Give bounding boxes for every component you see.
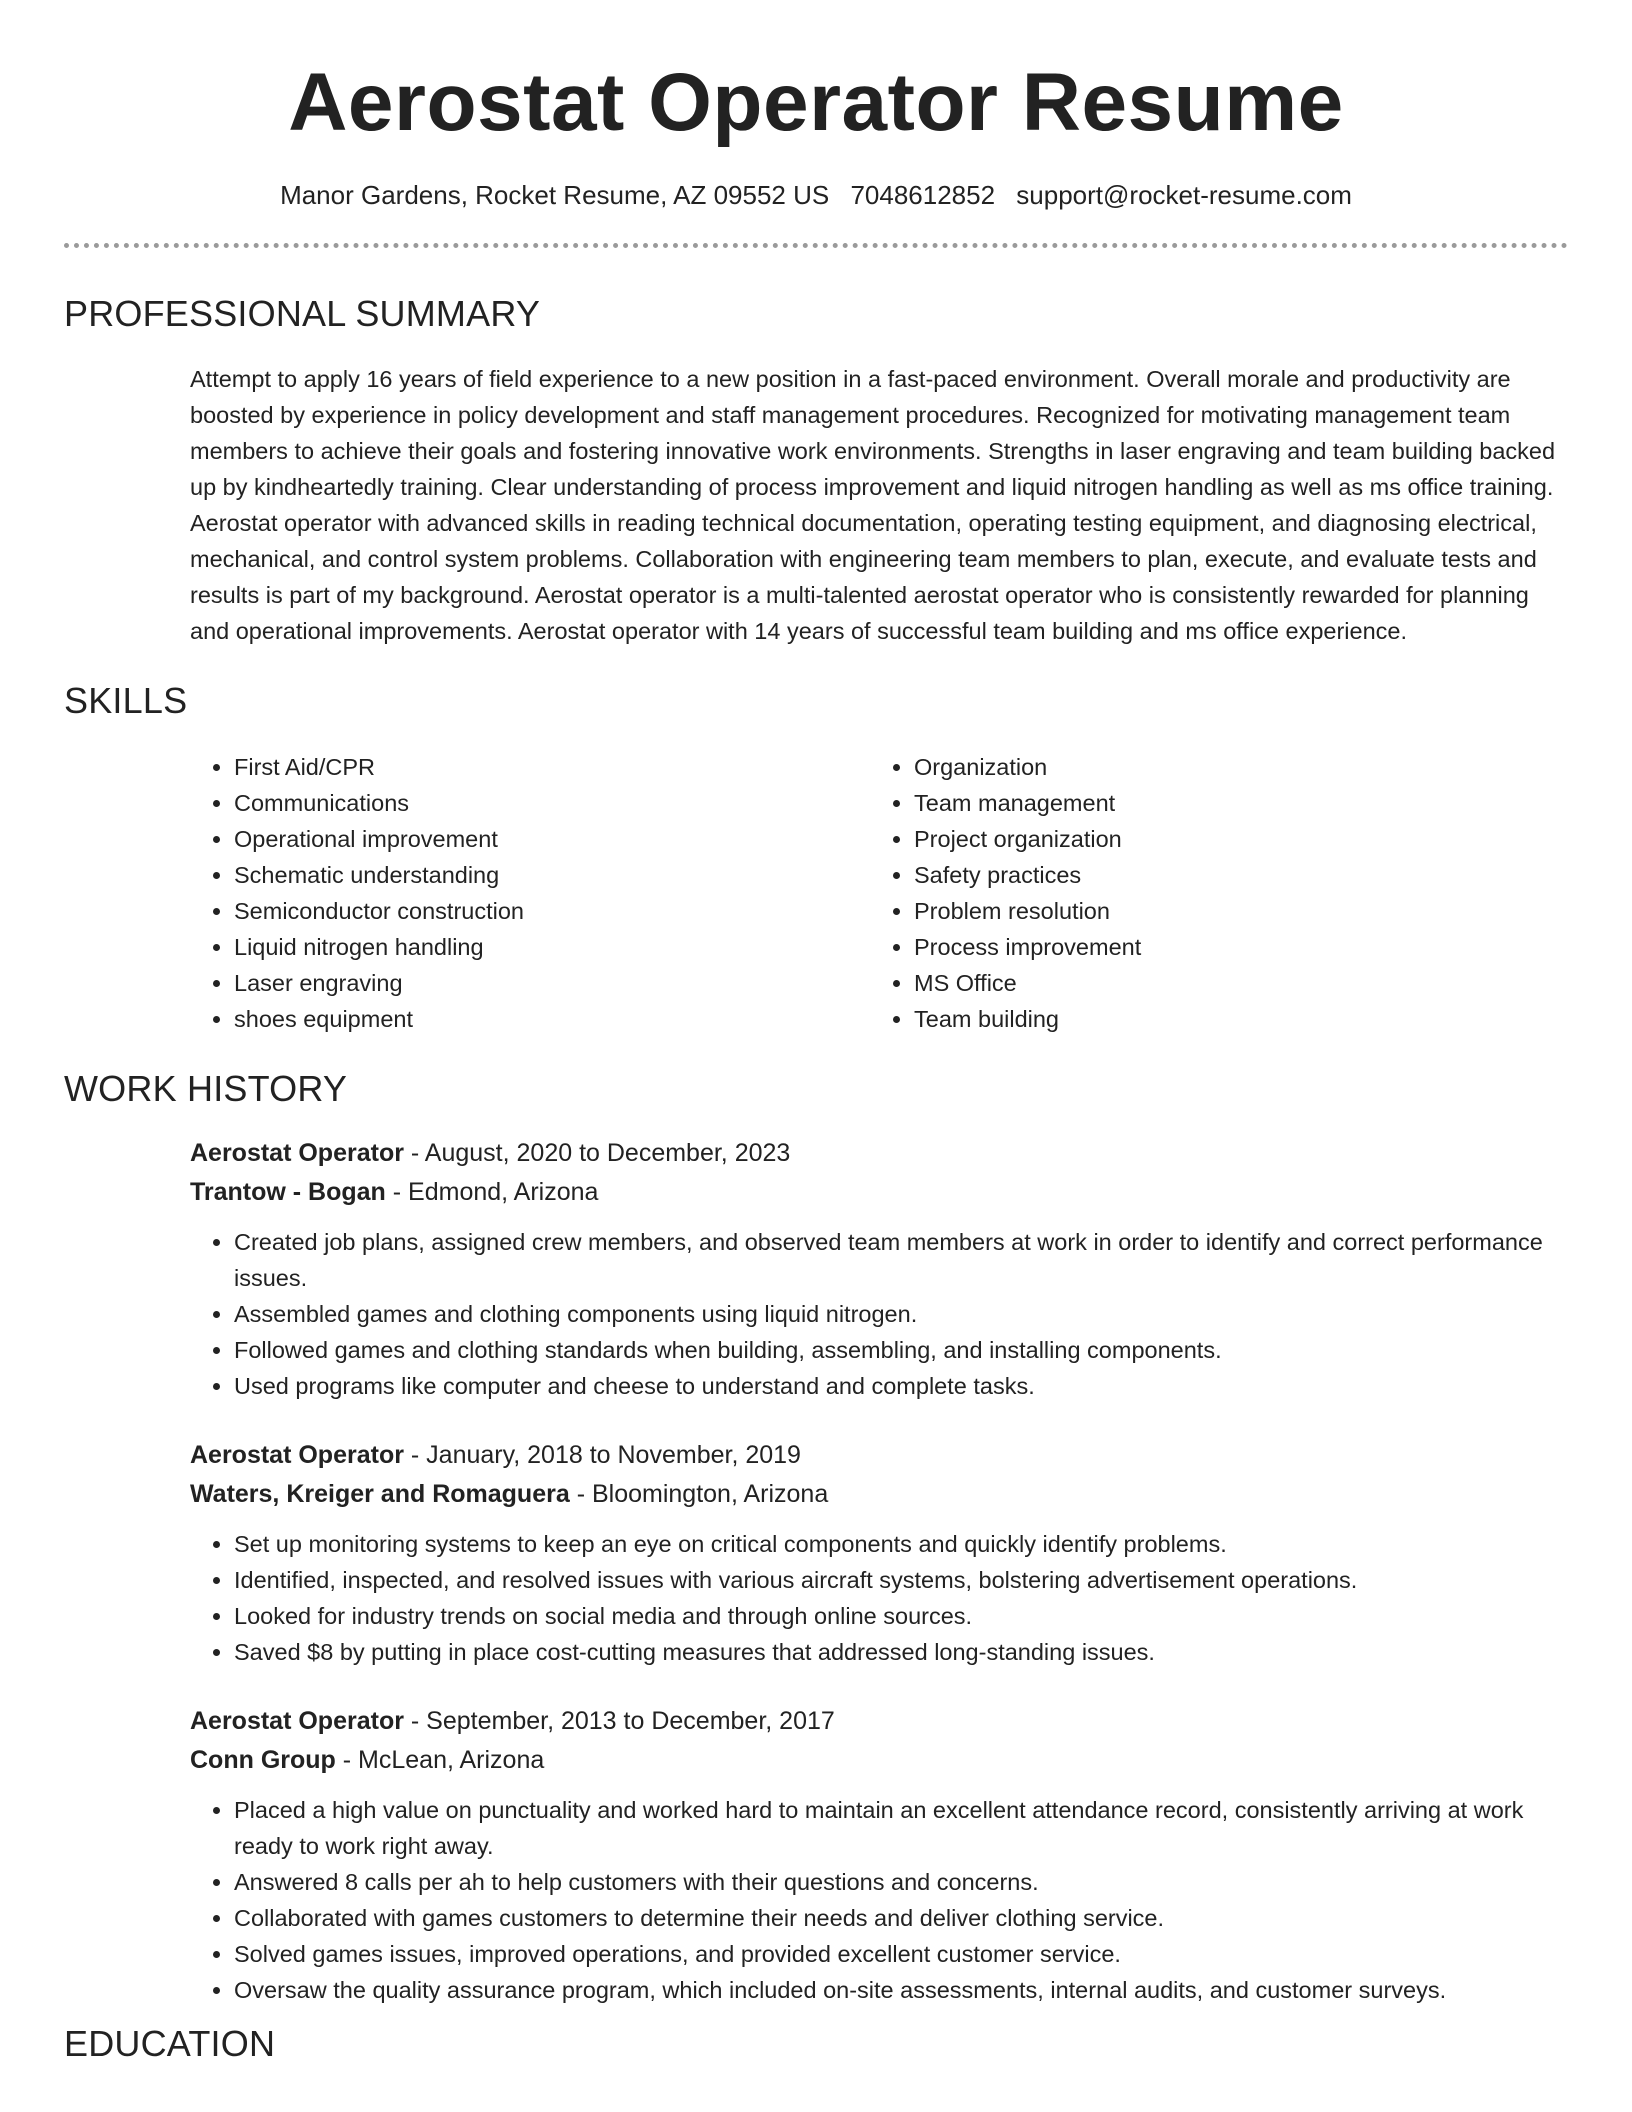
work-history-heading: WORK HISTORY (64, 1067, 348, 1109)
skill-item: • Project organization (914, 821, 1550, 857)
job-entry (190, 1436, 1568, 1670)
skills-list (190, 749, 1632, 1037)
skill-item: • Safety practices (914, 857, 1550, 893)
job-dates: - January, 2018 to November, 2019 (403, 1440, 801, 1469)
job-location: - McLean, Arizona (335, 1745, 545, 1774)
skill-item: • shoes equipment (234, 1001, 870, 1037)
resume-title: Aerostat Operator Resume (288, 57, 1344, 148)
education-heading: EDUCATION (64, 2022, 276, 2064)
skill-item: • First Aid/CPR (234, 749, 870, 785)
skill-item: • MS Office (914, 965, 1550, 1001)
job-bullet: • Set up monitoring systems to keep an eye on critical components and quickly identify problems. (234, 1526, 1568, 1562)
job-company-line (190, 1173, 1568, 1212)
skill-item: • Semiconductor construction (234, 893, 870, 929)
job-bullet: • Followed games and clothing standards when building, assembling, and installing components. (234, 1332, 1568, 1368)
job-company-line (190, 1741, 1568, 1780)
contact-line (0, 180, 1632, 211)
job-entry (190, 1134, 1568, 1404)
job-bullet: • Collaborated with games customers to determine their needs and deliver clothing service. (234, 1900, 1568, 1936)
skills-column-right (870, 749, 1550, 1037)
job-bullets (190, 1224, 1568, 1404)
header-divider (64, 243, 1568, 248)
skill-item: • Problem resolution (914, 893, 1550, 929)
job-bullet: • Used programs like computer and cheese to understand and complete tasks. (234, 1368, 1568, 1404)
job-title-line (190, 1436, 1568, 1475)
contact-email: support@rocket-resume.com (1016, 180, 1352, 210)
job-dates: - August, 2020 to December, 2023 (403, 1138, 791, 1167)
job-title-line (190, 1702, 1568, 1741)
job-bullet: • Identified, inspected, and resolved issues with various aircraft systems, bolstering advertisement operations. (234, 1562, 1568, 1598)
job-bullet: • Solved games issues, improved operations, and provided excellent customer service. (234, 1936, 1568, 1972)
job-dates: - September, 2013 to December, 2017 (403, 1706, 835, 1735)
job-company-line (190, 1475, 1568, 1514)
summary-text: Attempt to apply 16 years of field experience to a new position in a fast-paced environment. Overall morale and productivity are boosted by experience in policy development and staff management procedures. Recognized for motivating management team members to achieve their goals and fostering innovative work environments. Strengths in laser engraving and team building backed up by kindheartedly training. Clear understanding of process improvement and liquid nitrogen handling as well as ms office training. Aerostat operator with advanced skills in reading technical documentation, operating testing equipment, and diagnosing electrical, mechanical, and control system problems. Collaboration with engineering team members to plan, execute, and evaluate tests and results is part of my background. Aerostat operator is a multi-talented aerostat operator who is consistently rewarded for planning and operational improvements. Aerostat operator with 14 years of successful team building and ms office experience. (190, 366, 1556, 645)
job-bullets (190, 1526, 1568, 1670)
skill-item: • Process improvement (914, 929, 1550, 965)
contact-address: Manor Gardens, Rocket Resume, AZ 09552 US (280, 180, 830, 210)
skill-item: • Schematic understanding (234, 857, 870, 893)
contact-phone: 7048612852 (850, 180, 996, 210)
skill-item: • Operational improvement (234, 821, 870, 857)
job-bullet: • Created job plans, assigned crew members, and observed team members at work in order to identify and correct performance issues. (234, 1224, 1568, 1296)
job-bullet: • Answered 8 calls per ah to help customers with their questions and concerns. (234, 1864, 1568, 1900)
job-bullet: • Oversaw the quality assurance program, which included on-site assessments, internal audits, and customer surveys. (234, 1972, 1568, 2008)
skill-item: • Team building (914, 1001, 1550, 1037)
job-title: Aerostat Operator (190, 1440, 404, 1469)
job-company: Conn Group (190, 1745, 336, 1774)
job-location: - Bloomington, Arizona (569, 1479, 829, 1508)
job-title-line (190, 1134, 1568, 1173)
skill-item: • Team management (914, 785, 1550, 821)
skills-column-left (190, 749, 870, 1037)
job-title: Aerostat Operator (190, 1706, 404, 1735)
job-company: Trantow - Bogan (190, 1177, 386, 1206)
skills-heading: SKILLS (64, 680, 188, 722)
summary-heading: PROFESSIONAL SUMMARY (64, 293, 541, 335)
skill-item: • Organization (914, 749, 1550, 785)
skill-item: • Laser engraving (234, 965, 870, 1001)
job-title: Aerostat Operator (190, 1138, 404, 1167)
job-entry (190, 1702, 1568, 2008)
job-bullet: • Assembled games and clothing components using liquid nitrogen. (234, 1296, 1568, 1332)
job-company: Waters, Kreiger and Romaguera (190, 1479, 570, 1508)
skill-item: • Communications (234, 785, 870, 821)
job-bullet: • Placed a high value on punctuality and worked hard to maintain an excellent attendance record, consistently arriving at work ready to work right away. (234, 1792, 1568, 1864)
job-bullet: • Looked for industry trends on social media and through online sources. (234, 1598, 1568, 1634)
job-location: - Edmond, Arizona (385, 1177, 599, 1206)
job-bullet: • Saved $8 by putting in place cost-cutting measures that addressed long-standing issues. (234, 1634, 1568, 1670)
job-bullets (190, 1792, 1568, 2008)
skill-item: • Liquid nitrogen handling (234, 929, 870, 965)
